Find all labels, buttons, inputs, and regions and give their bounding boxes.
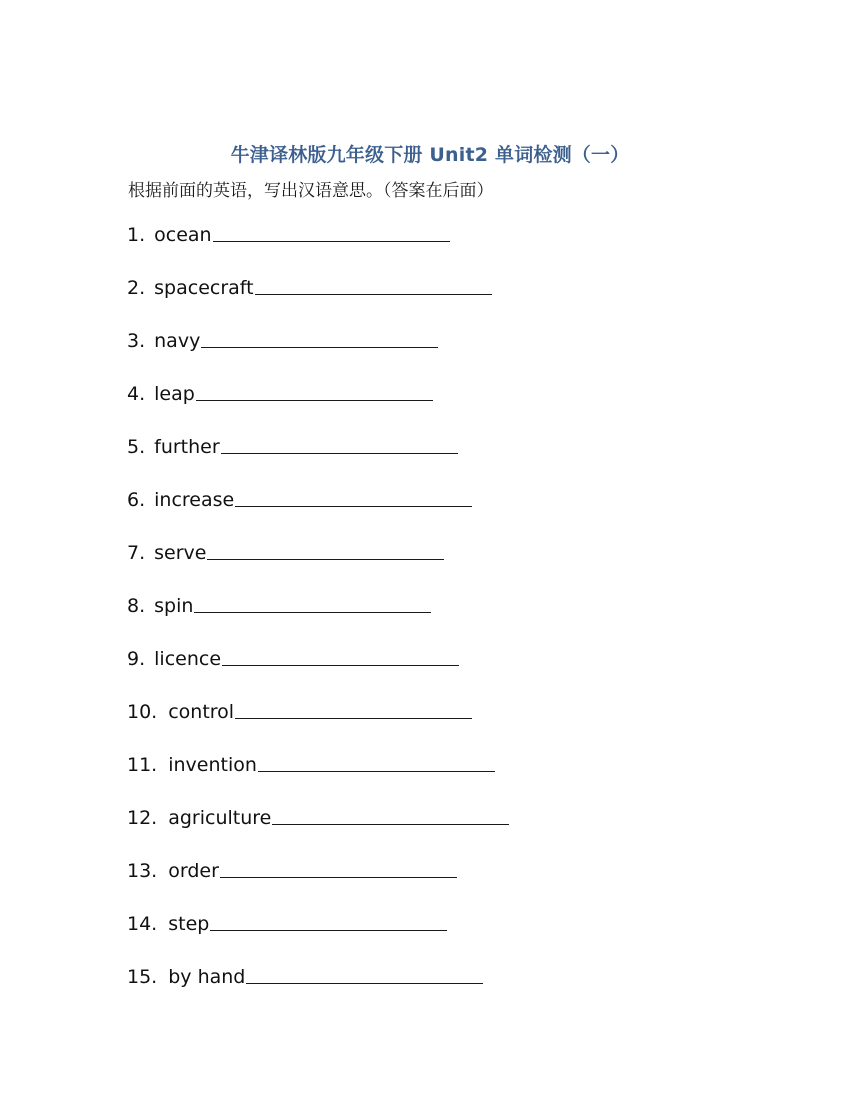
- answer-blank[interactable]: [210, 911, 447, 931]
- list-item: [127, 381, 509, 434]
- item-number: 14.: [127, 913, 158, 935]
- item-word: invention: [168, 754, 257, 776]
- list-item: [127, 805, 509, 858]
- answer-blank[interactable]: [272, 805, 509, 825]
- item-number: 8.: [127, 595, 146, 617]
- item-number: 13.: [127, 860, 158, 882]
- answer-blank[interactable]: [246, 964, 483, 984]
- page-title: 牛津译林版九年级下册 Unit2 单词检测（一）: [230, 144, 630, 166]
- list-item: [127, 328, 509, 381]
- answer-blank[interactable]: [255, 275, 492, 295]
- item-word: ocean: [154, 224, 212, 246]
- item-word: order: [168, 860, 219, 882]
- item-number: 4.: [127, 383, 146, 405]
- word-list: [127, 222, 509, 1017]
- item-word: leap: [154, 383, 195, 405]
- item-word: control: [168, 701, 235, 723]
- item-word: increase: [154, 489, 235, 511]
- item-number: 15.: [127, 966, 158, 988]
- list-item: [127, 646, 509, 699]
- answer-blank[interactable]: [235, 487, 472, 507]
- item-number: 11.: [127, 754, 158, 776]
- answer-blank[interactable]: [201, 328, 438, 348]
- answer-blank[interactable]: [235, 699, 472, 719]
- list-item: [127, 858, 509, 911]
- list-item: [127, 911, 509, 964]
- item-word: agriculture: [168, 807, 272, 829]
- list-item: [127, 752, 509, 805]
- answer-blank[interactable]: [207, 540, 444, 560]
- answer-blank[interactable]: [220, 858, 457, 878]
- item-number: 12.: [127, 807, 158, 829]
- item-word: licence: [154, 648, 222, 670]
- item-word: step: [168, 913, 210, 935]
- answer-blank[interactable]: [221, 434, 458, 454]
- item-word: navy: [154, 330, 201, 352]
- item-word: further: [154, 436, 220, 458]
- list-item: [127, 593, 509, 646]
- list-item: [127, 540, 509, 593]
- item-number: 7.: [127, 542, 146, 564]
- answer-blank[interactable]: [222, 646, 459, 666]
- list-item: [127, 275, 509, 328]
- list-item: [127, 487, 509, 540]
- answer-blank[interactable]: [213, 222, 450, 242]
- answer-blank[interactable]: [196, 381, 433, 401]
- item-word: spin: [154, 595, 194, 617]
- list-item: [127, 434, 509, 487]
- item-number: 5.: [127, 436, 146, 458]
- item-word: serve: [154, 542, 207, 564]
- item-number: 2.: [127, 277, 146, 299]
- list-item: [127, 699, 509, 752]
- item-number: 6.: [127, 489, 146, 511]
- item-number: 3.: [127, 330, 146, 352]
- item-number: 9.: [127, 648, 146, 670]
- item-word: by hand: [168, 966, 246, 988]
- instruction-text: 根据前面的英语，写出汉语意思。（答案在后面）: [128, 181, 494, 201]
- answer-blank[interactable]: [194, 593, 431, 613]
- item-word: spacecraft: [154, 277, 254, 299]
- list-item: [127, 222, 509, 275]
- item-number: 1.: [127, 224, 146, 246]
- item-number: 10.: [127, 701, 158, 723]
- list-item: [127, 964, 509, 1017]
- answer-blank[interactable]: [258, 752, 495, 772]
